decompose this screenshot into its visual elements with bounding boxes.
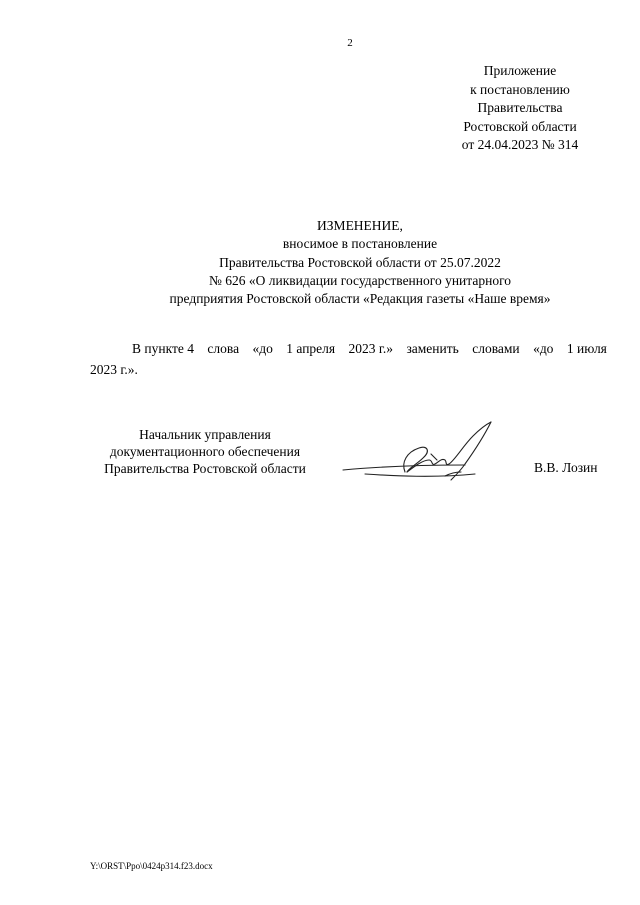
body-word: словами: [472, 341, 520, 356]
signer-title-line: документационного обеспечения: [109, 444, 301, 459]
appendix-line: Ростовской области: [463, 118, 577, 134]
appendix-line: от 24.04.2023 № 314: [461, 137, 579, 152]
body-line-1: [90, 338, 607, 359]
body-word: В пункте 4: [132, 341, 194, 356]
footer-file-path: Y:\ORST\Ppo\0424p314.f23.docx: [90, 861, 213, 871]
body-paragraph: [90, 338, 607, 380]
body-word: «до: [533, 341, 554, 356]
heading-line: Правительства Ростовской области от 25.07.2022: [219, 254, 501, 270]
handwritten-signature: [335, 418, 515, 493]
appendix-line: Правительства: [477, 100, 563, 115]
heading-line: предприятия Ростовской области «Редакция газеты «Наше время»: [169, 291, 551, 307]
appendix-line: Приложение: [483, 63, 557, 78]
signer-title-line: Правительства Ростовской области: [104, 461, 306, 476]
signer-name: В.В. Лозин: [534, 460, 598, 475]
body-line-2: 2023 г.».: [90, 362, 138, 377]
heading-title: ИЗМЕНЕНИЕ,: [317, 218, 403, 233]
body-word: «до: [252, 341, 273, 356]
page-number: 2: [347, 37, 353, 49]
body-word: 2023 г.»: [348, 341, 394, 356]
body-word: 1 июля: [566, 341, 607, 356]
appendix-block: [440, 62, 600, 155]
document-heading: [60, 217, 640, 308]
heading-line: вносимое в постановление: [282, 236, 438, 252]
body-word: 1 апреля: [286, 341, 336, 356]
body-word: заменить: [406, 341, 459, 356]
appendix-line: к постановлению: [470, 81, 570, 97]
signer-title: [80, 426, 330, 477]
body-word: слова: [207, 341, 240, 356]
signer-title-line: Начальник управления: [139, 427, 271, 442]
heading-line: № 626 «О ликвидации государственного унитарного: [208, 272, 512, 288]
